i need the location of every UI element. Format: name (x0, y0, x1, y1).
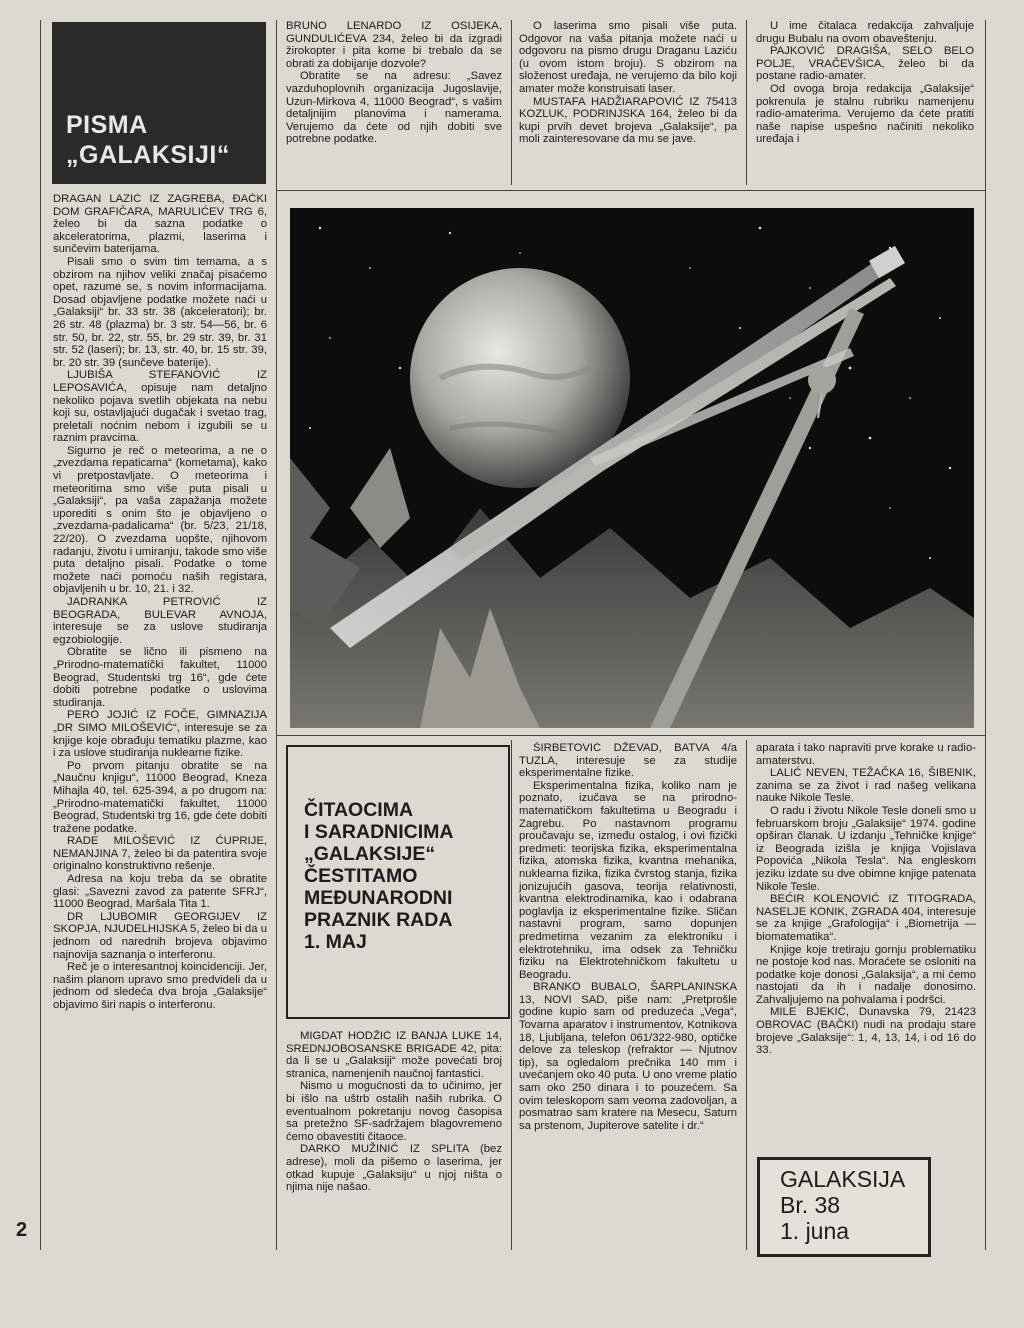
letter-paragraph: Pisali smo o svim tim temama, a s obzirom na njihov veliki značaj pisaćemo opet, razume se, s novim informacijama. Dosad objavljene podatke možete naći u „Galaksiji“ br. 33 str. 38 (akceleratori); br. 26 str. 48 (plazma) br. 3 str. 54—56, br. 6 str. 50, br. 22, str. 55, br. 29 str. 39, br. 31 str. 52 (laseri); br. 13, str. 40, br. 15 str. 39, br. 20 str. 39 (sunčeve baterije). (53, 255, 267, 369)
letter-paragraph: PAJKOVIĆ DRAGIŠA, SELO BELO POLJE, VRAČEVŠICA, želeo bi da postane radio-amater. (756, 45, 974, 83)
letter-paragraph: Knjige koje tretiraju gornju problematiku ne postoje kod nas. Moraćete se osloniti na podatke koje donosi „Galaksija“, a mi ćemo nastojati da ih i nadalje donosimo. Zahvaljujemo na pohvalama i podršci. (756, 943, 976, 1006)
letter-paragraph: O laserima smo pisali više puta. Odgovor na vaša pitanja možete naći u odgovoru na pismo drugu Draganu Laziću (u ovom istom broju). S obzirom na složenost uređaja, ne verujemo da bilo koji amater može konstruisati laser. (519, 20, 737, 95)
letter-paragraph: LJUBIŠA STEFANOVIĆ IZ LEPOSAVIĆA, opisuje nam detaljno nekoliko pojava svetlih objekata na nebu koji su, ostavljajući dugačak i svetao trag, preletali noćnim nebom i izgubili se u raznim pravcima. (53, 369, 267, 445)
letter-paragraph: Po prvom pitanju obratite se na „Naučnu knjigu“, 11000 Beograd, Kneza Mihajla 40, tel. 625-394, a po drugom na: „Prirodno-matematički fakultet, 11000 Beograd, Studentski trg 16, gde ćete dobiti tražene podatke. (53, 759, 267, 835)
letter-paragraph: PERO JOJIĆ IZ FOČE, GIMNAZIJA „DR SIMO MILOŠEVIĆ“, interesuje se za knjige koje obrađuju tematiku plazme, kao i za uslove studiranja nuklearne fizike. (53, 709, 267, 760)
column-rule (511, 740, 512, 1250)
letter-paragraph: Sigurno je reč o meteorima, a ne o „zvezdama repaticama“ (kometama), kako vi pretpostavljate. O meteorima i meteoritima smo više puta pisali u „Galaksiji“, pa vaša zapažanja možete uporediti s onim što je objavljeno o „zvezdama-padalicama“ (br. 5/23, 21/18, 22/20). O zvezdama uopšte, njihovom radanju, životu i umiranju, takode smo više puta detaljno pisali. Podatke o tome možete naći pomoću naših registara, objavljenih u br. 10, 21. i 32. (53, 444, 267, 596)
letter-paragraph: DARKO MUŽINIĆ IZ SPLITA (bez adrese), moli da pišemo o laserima, jer otkad kupuje „Galaksiju“ u njoj ništa o njima nije našao. (286, 1143, 502, 1194)
letter-paragraph: BRANKO BUBALO, ŠARPLANINSKA 13, NOVI SAD, piše nam: „Pretprošle godine kupio sam od preduzeća „Vega“, Tovarna aparatov i instrumentov, Kotnikova 18, Ljubljana, telefon 061/322-980, optičke delove za teleskop (refraktor — Njutnov tip), sa ogledalom prečnika 140 mm i uvećanjem oko 40 puta. U ono vreme platio sam oko 250 dinara i to pouzećem. Sa ovim teleskopom sam veoma zadovoljan, a posmatrao sam kratere na Mesecu, Saturn sa prstenom, Jupiterove satelite i dr.“ (519, 981, 737, 1132)
letter-paragraph: MUSTAFA HADŽIARAPOVIĆ IZ 75413 KOZLUK, PODRINJSKA 164, želeo bi da kupi prvih devet brojeva „Galaksije“, pa moli zainteresovane da mu se jave. (519, 95, 737, 146)
next-issue-box (757, 1157, 931, 1257)
section-rule (276, 190, 986, 191)
section-title: PISMA „GALAKSIJI“ (66, 111, 230, 169)
letters-column-2-top (286, 20, 502, 188)
letters-column-3-top (519, 20, 737, 188)
letters-column-2-bottom (286, 1030, 502, 1248)
column-rule (276, 20, 277, 1250)
space-illustration (290, 208, 974, 728)
column-rule (746, 20, 747, 185)
letter-paragraph: U ime čitalaca redakcija zahvaljuje drugu Bubalu na ovom obaveštenju. (756, 20, 974, 45)
letter-paragraph: Eksperimentalna fizika, koliko nam je poznato, izučava se na prirodno-matematičkom fakultetima u Beogradu i Zagrebu. Po nastavnom programu proučavaju se, između ostalog, i ovi fizički predmeti: teorijska fizika, eksperimentalna fizika, atomska fizika, kvantna mehanika, nuklearna fizika, fizika čvrstog stanja, fizika jonizujućih gasova, teorija relativnosti, kvantna elektrodinamika, kao i odabrana poglavlja iz eksperimentalne fizike. Sličan nastavni program, samo dopunjen predmetima vezanim za elektroniku i elektrotehniku, ima odsek za Tehničku fiziku na Elektrotehničkom fakultetu u Beogradu. (519, 779, 737, 981)
letter-paragraph: Obratite se lično ili pismeno na „Prirodno-matematički fakultet, 11000 Beograd, Studentski trg 16“, gde ćete dobiti potrebne podatke o uslovima studiranja. (53, 646, 267, 709)
letters-column-1 (53, 193, 267, 1248)
section-rule (276, 735, 986, 736)
letters-column-4-bottom (756, 742, 976, 1152)
letter-paragraph: MIGDAT HODŽIĆ IZ BANJA LUKE 14, SREDNJOBOSANSKE BRIGADE 42, pita: da li se u „Galaksiji“ može povećati broj stranica, namenjenih naučnoj fantastici. (286, 1030, 502, 1080)
letter-paragraph: RADE MILOŠEVIĆ IZ ĆUPRIJE, NEMANJINA 7, želeo bi da patentira svoje originalno konstruktivno rešenje. (53, 835, 267, 873)
letter-paragraph: DR LJUBOMIR GEORGIJEV IZ SKOPJA, NJUDELHIJSKA 5, želeo bi da u jednom od narednih brojeva objavimo najnovija saznanja o interferonu. (53, 910, 267, 961)
letter-paragraph: Od ovoga broja redakcija „Galaksije“ pokrenula je stalnu rubriku namenjenu radio-amaterima. Verujemo da ćete pratiti naše napise uspešno načiniti nekoliko uređaja i (756, 82, 974, 146)
letter-paragraph: MILE BJEKIĆ, Dunavska 79, 21423 OBROVAC (BAČKI) nudi na prodaju stare brojeve „Galaksije“: 1, 4, 13, 14, i od 16 do 33. (756, 1006, 976, 1057)
planet-and-satellite-illustration (290, 208, 974, 728)
letters-column-3-bottom (519, 742, 737, 1248)
letter-paragraph: Obratite se na adresu: „Savez vazduhoplovnih organizacija Jugoslavije, Uzun-Mirkova 4, 11000 Beograd“, s vašim detaljnijim planovima i namerama. Verujemo da ćete od njih dobiti sve potrebne podatke. (286, 70, 502, 146)
letter-paragraph: BEĆIR KOLENOVIĆ IZ TITOGRADA, NASELJE KONIK, ZGRADA 404, interesuje se za knjige „Grafologija“ i „Biometrija — biomatematika“. (756, 893, 976, 943)
letter-paragraph: Adresa na koju treba da se obratite glasi: „Savezni zavod za patente SFRJ“, 11000 Beograd, Maršala Tita 1. (53, 873, 267, 911)
letter-paragraph: Nismo u mogućnosti da to učinimo, jer bi išlo na uštrb ostalih naših rubrika. O eventualnom pokretanju novog časopisa sa pretežno SF-sadržajem blagovremeno ćemo obavestiti čitaoce. (286, 1080, 502, 1143)
page-number: 2 (16, 1219, 28, 1241)
section-header (52, 22, 266, 184)
column-rule (511, 20, 512, 185)
next-issue-text: GALAKSIJA Br. 38 1. juna (780, 1166, 906, 1244)
letter-paragraph: O radu i životu Nikole Tesle doneli smo u februarskom broju „Galaksije“ 1974. godine opširan članak. U izdanju „Tehničke knjige“ iz Beograda izišla je knjiga Vojislava Popovića „Nikola Tesla“. Na engleskom jeziku izdate su dve obimne knjige patenata Nikole Tesle. (756, 804, 976, 893)
column-rule (40, 20, 41, 1250)
letter-paragraph: DRAGAN LAZIĆ IZ ZAGREBA, ĐAČKI DOM GRAFIČARA, MARULIĆEV TRG 6, želeo bi da sazna podatke o akceleratorima, plazmi, laserima i sunčevim baterijama. (53, 193, 267, 256)
letter-paragraph: JADRANKA PETROVIĆ IZ BEOGRADA, BULEVAR AVNOJA, interesuje se za uslove studiranja egzobiologije. (53, 596, 267, 646)
letter-paragraph: aparata i tako napraviti prve korake u radio-amaterstvu. (756, 742, 976, 767)
letter-paragraph: ŠIRBETOVIĆ DŽEVAD, BATVA 4/a TUZLA, interesuje se za studije eksperimentalne fizike. (519, 742, 737, 780)
holiday-greeting-text: ČITAOCIMA I SARADNICIMA „GALAKSIJE“ ČESTITAMO MEĐUNARODNI PRAZNIK RADA 1. MAJ (304, 799, 454, 953)
letter-paragraph: LALIĆ NEVEN, TEŽAČKA 16, ŠIBENIK, zanima se za život i rad našeg velikana nauke Nikole Tesle. (756, 767, 976, 805)
letter-paragraph: Reč je o interesantnoj koincidenciji. Jer, našim planom upravo smo predvideli da u jednom od sledeća dva broja „Galaksije“ objavimo širi napis o interferonu. (53, 961, 267, 1011)
holiday-greeting-box (286, 745, 510, 1019)
letter-paragraph: BRUNO LENARDO IZ OSIJEKA, GUNDULIĆEVA 234, želeo bi da izgradi žirokopter i pita kome bi trebalo da se obrati za dobijanje dozvole? (286, 20, 502, 70)
column-rule (746, 740, 747, 1250)
column-rule (985, 20, 986, 1250)
letters-column-4-top (756, 20, 974, 188)
